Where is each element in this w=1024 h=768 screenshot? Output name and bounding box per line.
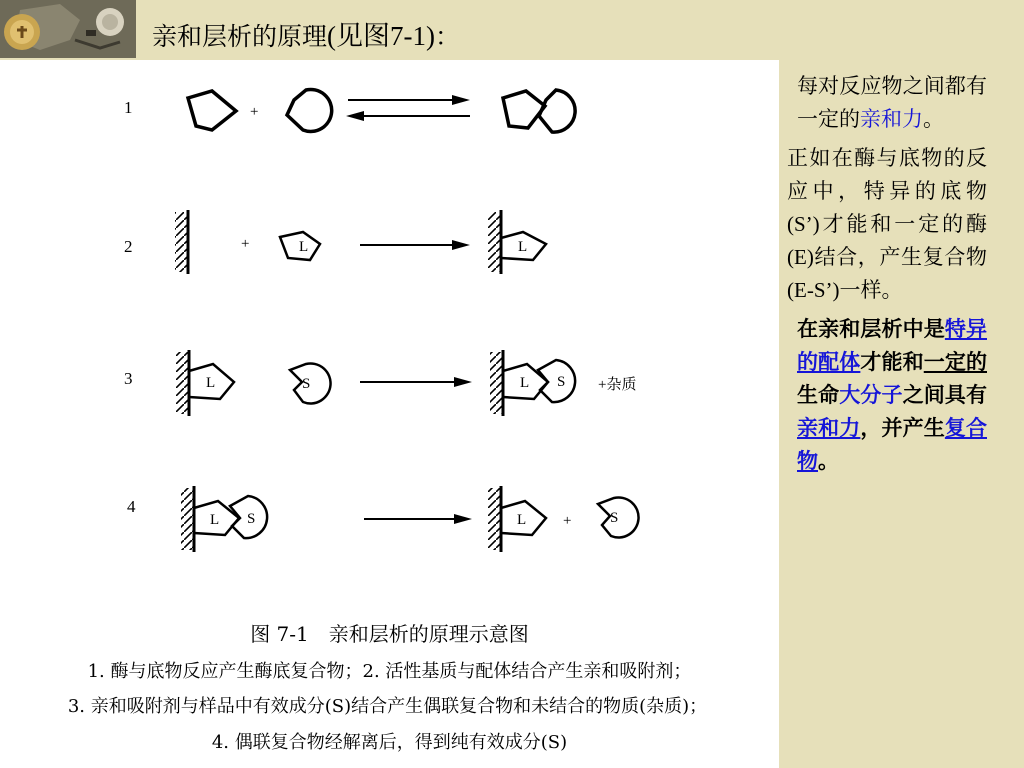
highlight-text: 大分子 bbox=[839, 383, 903, 407]
text-span: 一样。 bbox=[839, 278, 903, 302]
matrix-hatching bbox=[176, 352, 188, 414]
plus-sign: + bbox=[563, 513, 572, 529]
matrix-hatching bbox=[490, 352, 502, 414]
text-span: 之间具有 bbox=[902, 383, 987, 407]
text-span: 才能和 bbox=[860, 350, 924, 374]
row-number-2: 2 bbox=[124, 237, 133, 256]
ligand-label: L bbox=[299, 239, 309, 255]
highlight-link-text[interactable]: 特异的配体 bbox=[797, 317, 987, 374]
arrow-head bbox=[454, 377, 472, 387]
paragraph-1 bbox=[797, 70, 987, 136]
substance-label: S bbox=[247, 511, 256, 527]
slide-title-colon: ： bbox=[435, 22, 461, 51]
row-number-1: 1 bbox=[124, 98, 133, 117]
enzyme-shape bbox=[188, 91, 236, 130]
highlight-text: 亲和力 bbox=[860, 107, 923, 131]
ligand-label: L bbox=[210, 512, 220, 528]
ligand-label: L bbox=[520, 375, 530, 391]
explanation-text bbox=[787, 70, 987, 484]
arrow-head bbox=[454, 514, 472, 524]
figure-caption-line-3: 4. 偶联复合物经解离后，得到纯有效成分(S) bbox=[211, 732, 568, 753]
slide-title-paren: (见图7-1) bbox=[327, 21, 435, 51]
arrow-head bbox=[452, 240, 470, 250]
plus-sign: + bbox=[250, 104, 259, 120]
text-span: 。 bbox=[818, 449, 839, 473]
ligand-label: L bbox=[206, 375, 216, 391]
ligand-label: L bbox=[517, 512, 527, 528]
row-number-4: 4 bbox=[127, 497, 136, 516]
reverse-arrow-head bbox=[346, 111, 364, 121]
slide-title bbox=[152, 14, 460, 53]
impurity-label: +杂质 bbox=[598, 377, 637, 393]
row-number-3: 3 bbox=[124, 369, 133, 388]
corner-logo-image bbox=[0, 0, 136, 58]
substance-label: S bbox=[610, 510, 619, 526]
complex-enzyme-shape bbox=[503, 91, 545, 128]
underlined-text: 一定的 bbox=[923, 350, 987, 374]
forward-arrow-head bbox=[452, 95, 470, 105]
text-span: 。 bbox=[923, 107, 944, 131]
text-span: (S’) bbox=[787, 212, 820, 236]
paragraph-3 bbox=[797, 313, 987, 478]
text-span: 每对反应物之间都有一定的 bbox=[797, 74, 987, 131]
paragraph-2 bbox=[787, 142, 987, 307]
highlight-link-text[interactable]: 复合物 bbox=[797, 416, 987, 473]
matrix-hatching bbox=[488, 488, 500, 550]
text-span: (E-S’) bbox=[787, 278, 840, 302]
text-span: 才能和一定的酶 bbox=[819, 212, 987, 236]
text-span: 结合，产生复合物 bbox=[813, 245, 987, 269]
figure-caption-line-1: 1. 酶与底物反应产生酶底复合物；2. 活性基质与配体结合产生亲和吸附剂； bbox=[87, 661, 692, 682]
figure-caption-line-2: 3. 亲和吸附剂与样品中有效成分(S)结合产生偶联复合物和未结合的物质(杂质)； bbox=[67, 696, 708, 717]
plus-sign: + bbox=[241, 236, 250, 252]
matrix-hatching bbox=[181, 488, 193, 550]
substance-label: S bbox=[302, 376, 311, 392]
text-span: ，并产生 bbox=[860, 416, 945, 440]
complex-substrate-shape bbox=[539, 90, 575, 132]
slide-title-text: 亲和层析的原理 bbox=[152, 22, 328, 51]
figure-panel bbox=[0, 60, 779, 768]
text-span: (E) bbox=[787, 245, 814, 269]
ligand-label: L bbox=[518, 239, 528, 255]
substrate-shape bbox=[287, 89, 332, 131]
matrix-hatching bbox=[175, 212, 187, 272]
text-span: 生命 bbox=[797, 383, 840, 407]
text-span: 正如在酶与底物的反应中，特异的底物 bbox=[787, 146, 987, 203]
matrix-hatching bbox=[488, 212, 500, 272]
highlight-link-text[interactable]: 亲和力 bbox=[797, 416, 861, 440]
text-span: 在亲和层析中是 bbox=[797, 317, 945, 341]
figure-caption-title: 图 7-1 亲和层析的原理示意图 bbox=[250, 622, 529, 646]
substance-label: S bbox=[557, 374, 566, 390]
